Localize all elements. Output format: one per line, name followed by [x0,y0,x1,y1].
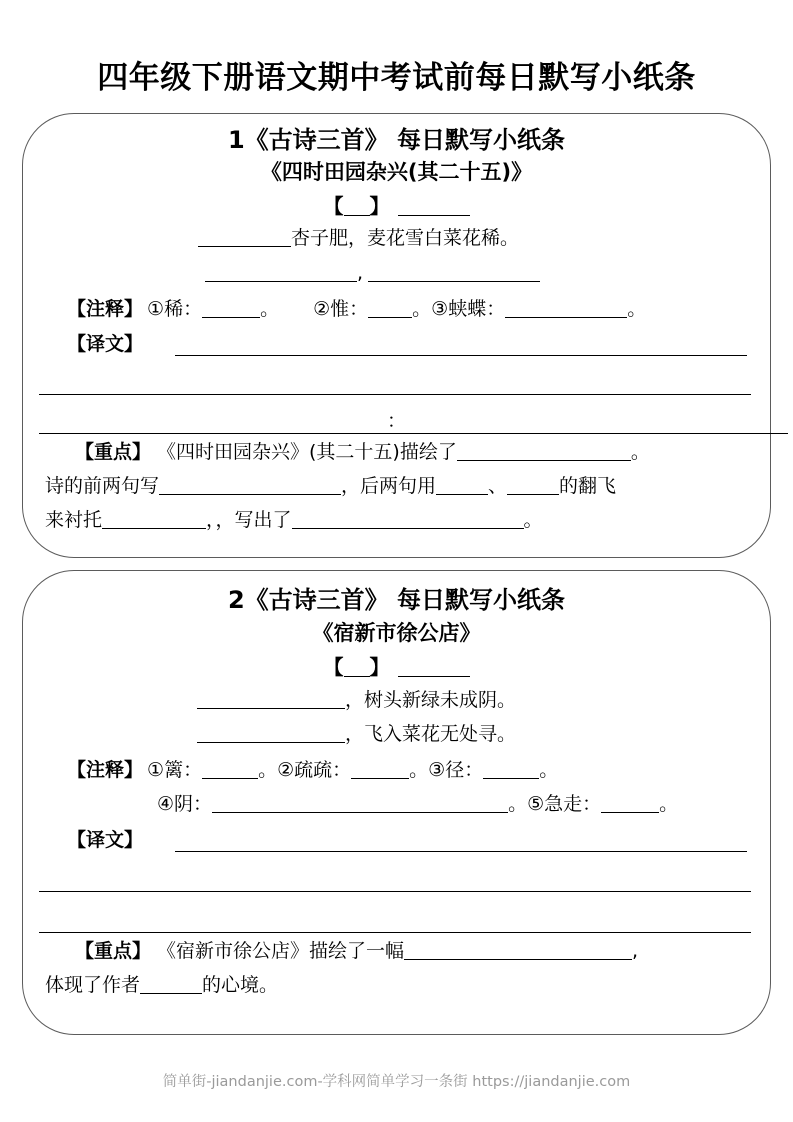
card-1-keypoint-blank-6[interactable] [292,511,524,529]
card-2-translation-row [67,827,143,853]
card-2-translation-line-3[interactable] [39,932,751,933]
card-1-author-blank[interactable] [398,198,470,216]
card-2-author-blank[interactable] [398,659,470,677]
card-1-poem-line-2: , [205,260,540,286]
card-2-note-5-end: 。 [659,793,679,815]
card-1-translation-line-2[interactable] [39,394,751,395]
card-2-keypoint-label: 【重点】 [75,940,152,962]
card-2-keypoint-text-1: 《宿新市徐公店》描绘了一幅 [157,940,405,962]
card-1-keypoint-label: 【重点】 [75,441,152,463]
card-2-note-1-term: 篱： [164,759,203,781]
card-2-translation-label: 【译文】 [67,829,144,851]
card-1-keypoint-blank-4[interactable] [507,477,559,495]
card-2-note-3-end: 。 [539,759,559,781]
card-1-keypoint-pause: 、 [488,475,508,497]
card-2-note-4-term: 阴： [174,793,213,815]
card-2-title: 2《古诗三首》 每日默写小纸条 [227,586,566,614]
card-2-note-5-blank[interactable] [601,795,659,813]
card-2-keypoint-blank-2[interactable] [140,976,202,994]
card-1-note-2-blank[interactable] [368,300,412,318]
card-1-keypoint-row-2 [45,473,616,499]
card-1-notes-label: 【注释】 [67,298,144,320]
card-2-poem-text-1: ，树头新绿未成阴。 [345,689,517,711]
card-2-poem-blank-2[interactable] [197,725,345,743]
worksheet-card-1 [22,113,771,558]
card-1-keypoint-text-3: ，后两句用 [341,475,437,497]
card-1-translation-label: 【译文】 [67,333,144,355]
card-1-keypoint-text-2: 诗的前两句写 [45,475,160,497]
card-1-note-3-blank[interactable] [505,300,627,318]
card-2-translation-line-2[interactable] [39,891,751,892]
card-1-poem-blank-1[interactable] [198,229,291,247]
card-1-note-2-term: 惟： [330,298,369,320]
card-2-poem-line-2 [197,721,516,747]
card-1-keypoint-comma: ， [206,509,216,531]
page-title: 四年级下册语文期中考试前每日默写小纸条 [97,60,696,96]
bracket-open-icon: 【 [323,194,344,218]
card-1-keypoint-blank-3[interactable] [436,477,488,495]
card-2-inner [23,571,770,1034]
card-2-notes-label: 【注释】 [67,759,144,781]
card-1-note-1-end: 。 [260,298,280,320]
card-1-note-3-term: 蛱蝶： [448,298,506,320]
card-2-note-1-end: 。 [258,759,278,781]
card-1-keypoint-row-3 [45,507,543,533]
card-2-author-row [23,654,770,681]
card-2-keypoint-row-1: 【重点】 《宿新市徐公店》描绘了一幅 , [75,940,639,962]
card-1-colon-glyph: ： [386,410,406,432]
card-2-note-2-blank[interactable] [351,761,409,779]
card-2-note-3-blank[interactable] [483,761,539,779]
card-1-translation-line-3[interactable] [39,433,788,434]
card-1-note-2-end: 。 [412,298,432,320]
card-1-note-3-end: 。 [627,298,647,320]
card-2-note-1-num: ① [147,759,165,781]
card-2-translation-line-1[interactable] [175,851,747,852]
card-2-keypoint-text-3: 的心境。 [202,974,279,996]
card-2-keypoint-blank-1[interactable] [404,942,632,960]
card-1-translation-row [67,331,143,357]
card-1-note-3-num: ③ [431,298,449,320]
card-1-note-1-term: 稀： [164,298,203,320]
card-2-notes-row-1 [67,757,558,783]
card-2-note-4-num: ④ [157,793,175,815]
card-1-note-2-num: ② [313,298,331,320]
card-1-poem-text-1: 杏子肥，麦花雪白菜花稀。 [291,227,520,249]
card-2-poem-line-1 [197,687,516,713]
card-2-poem-text-2: ，飞入菜花无处寻。 [345,723,517,745]
card-1-keypoint-end-2: 。 [523,509,543,531]
card-1-title: 1《古诗三首》 每日默写小纸条 [227,126,566,154]
card-2-note-3-num: ③ [428,759,446,781]
card-2-note-2-term: 疏疏： [294,759,352,781]
card-1-keypoint-blank-2[interactable] [159,477,341,495]
card-2-note-5-num: ⑤ [527,793,545,815]
card-1-translation-colon [23,408,770,434]
card-2-note-4-end: 。 [508,793,528,815]
card-1-note-1-num: ① [147,298,165,320]
card-2-poem-title: 《宿新市徐公店》 [312,621,481,645]
card-1-note-1-blank[interactable] [202,300,260,318]
card-1-keypoint-blank-1[interactable] [457,443,631,461]
card-1-poem-blank-2b[interactable] [368,264,540,282]
card-1-poem-line-1 [198,225,519,251]
card-1-notes-row [67,296,646,322]
card-1-poem-title: 《四时田园杂兴(其二十五)》 [260,160,533,184]
card-1-inner [23,114,770,557]
bracket-open-icon: 【 [323,655,344,679]
card-2-note-3-term: 径： [445,759,484,781]
card-2-keypoint-text-2: 体现了作者 [45,974,141,996]
card-1-author-row [23,193,770,220]
card-1-keypoint-text-6: ，写出了 [215,509,292,531]
card-1-keypoint-end-1: 。 [630,441,650,463]
card-2-note-2-num: ② [277,759,295,781]
card-1-keypoint-blank-5[interactable] [102,511,206,529]
card-2-poem-blank-1[interactable] [197,691,345,709]
card-1-dynasty-blank[interactable] [344,198,370,216]
card-1-keypoint-text-1: 《四时田园杂兴》(其二十五)描绘了 [157,441,457,463]
card-2-note-4-blank[interactable] [212,795,508,813]
footer-watermark: 简单街-jiandanjie.com-学科网简单学习一条街 https://jiandanjie.com [162,1074,631,1090]
worksheet-card-2 [22,570,771,1035]
bracket-close-icon: 】 [369,194,390,218]
card-1-poem-blank-2a[interactable] [205,264,357,282]
card-2-dynasty-blank[interactable] [344,659,370,677]
card-2-note-5-term: 急走： [544,793,602,815]
card-2-notes-row-2 [157,791,678,817]
card-2-note-2-end: 。 [409,759,429,781]
card-2-note-1-blank[interactable] [202,761,258,779]
card-1-keypoint-text-5: 来衬托 [45,509,103,531]
card-1-keypoint-row-1 [75,439,650,465]
card-1-keypoint-text-4: 的翻飞 [559,475,617,497]
card-1-translation-line-1[interactable] [175,355,747,356]
card-2-keypoint-row-2 [45,972,278,998]
bracket-close-icon: 】 [369,655,390,679]
